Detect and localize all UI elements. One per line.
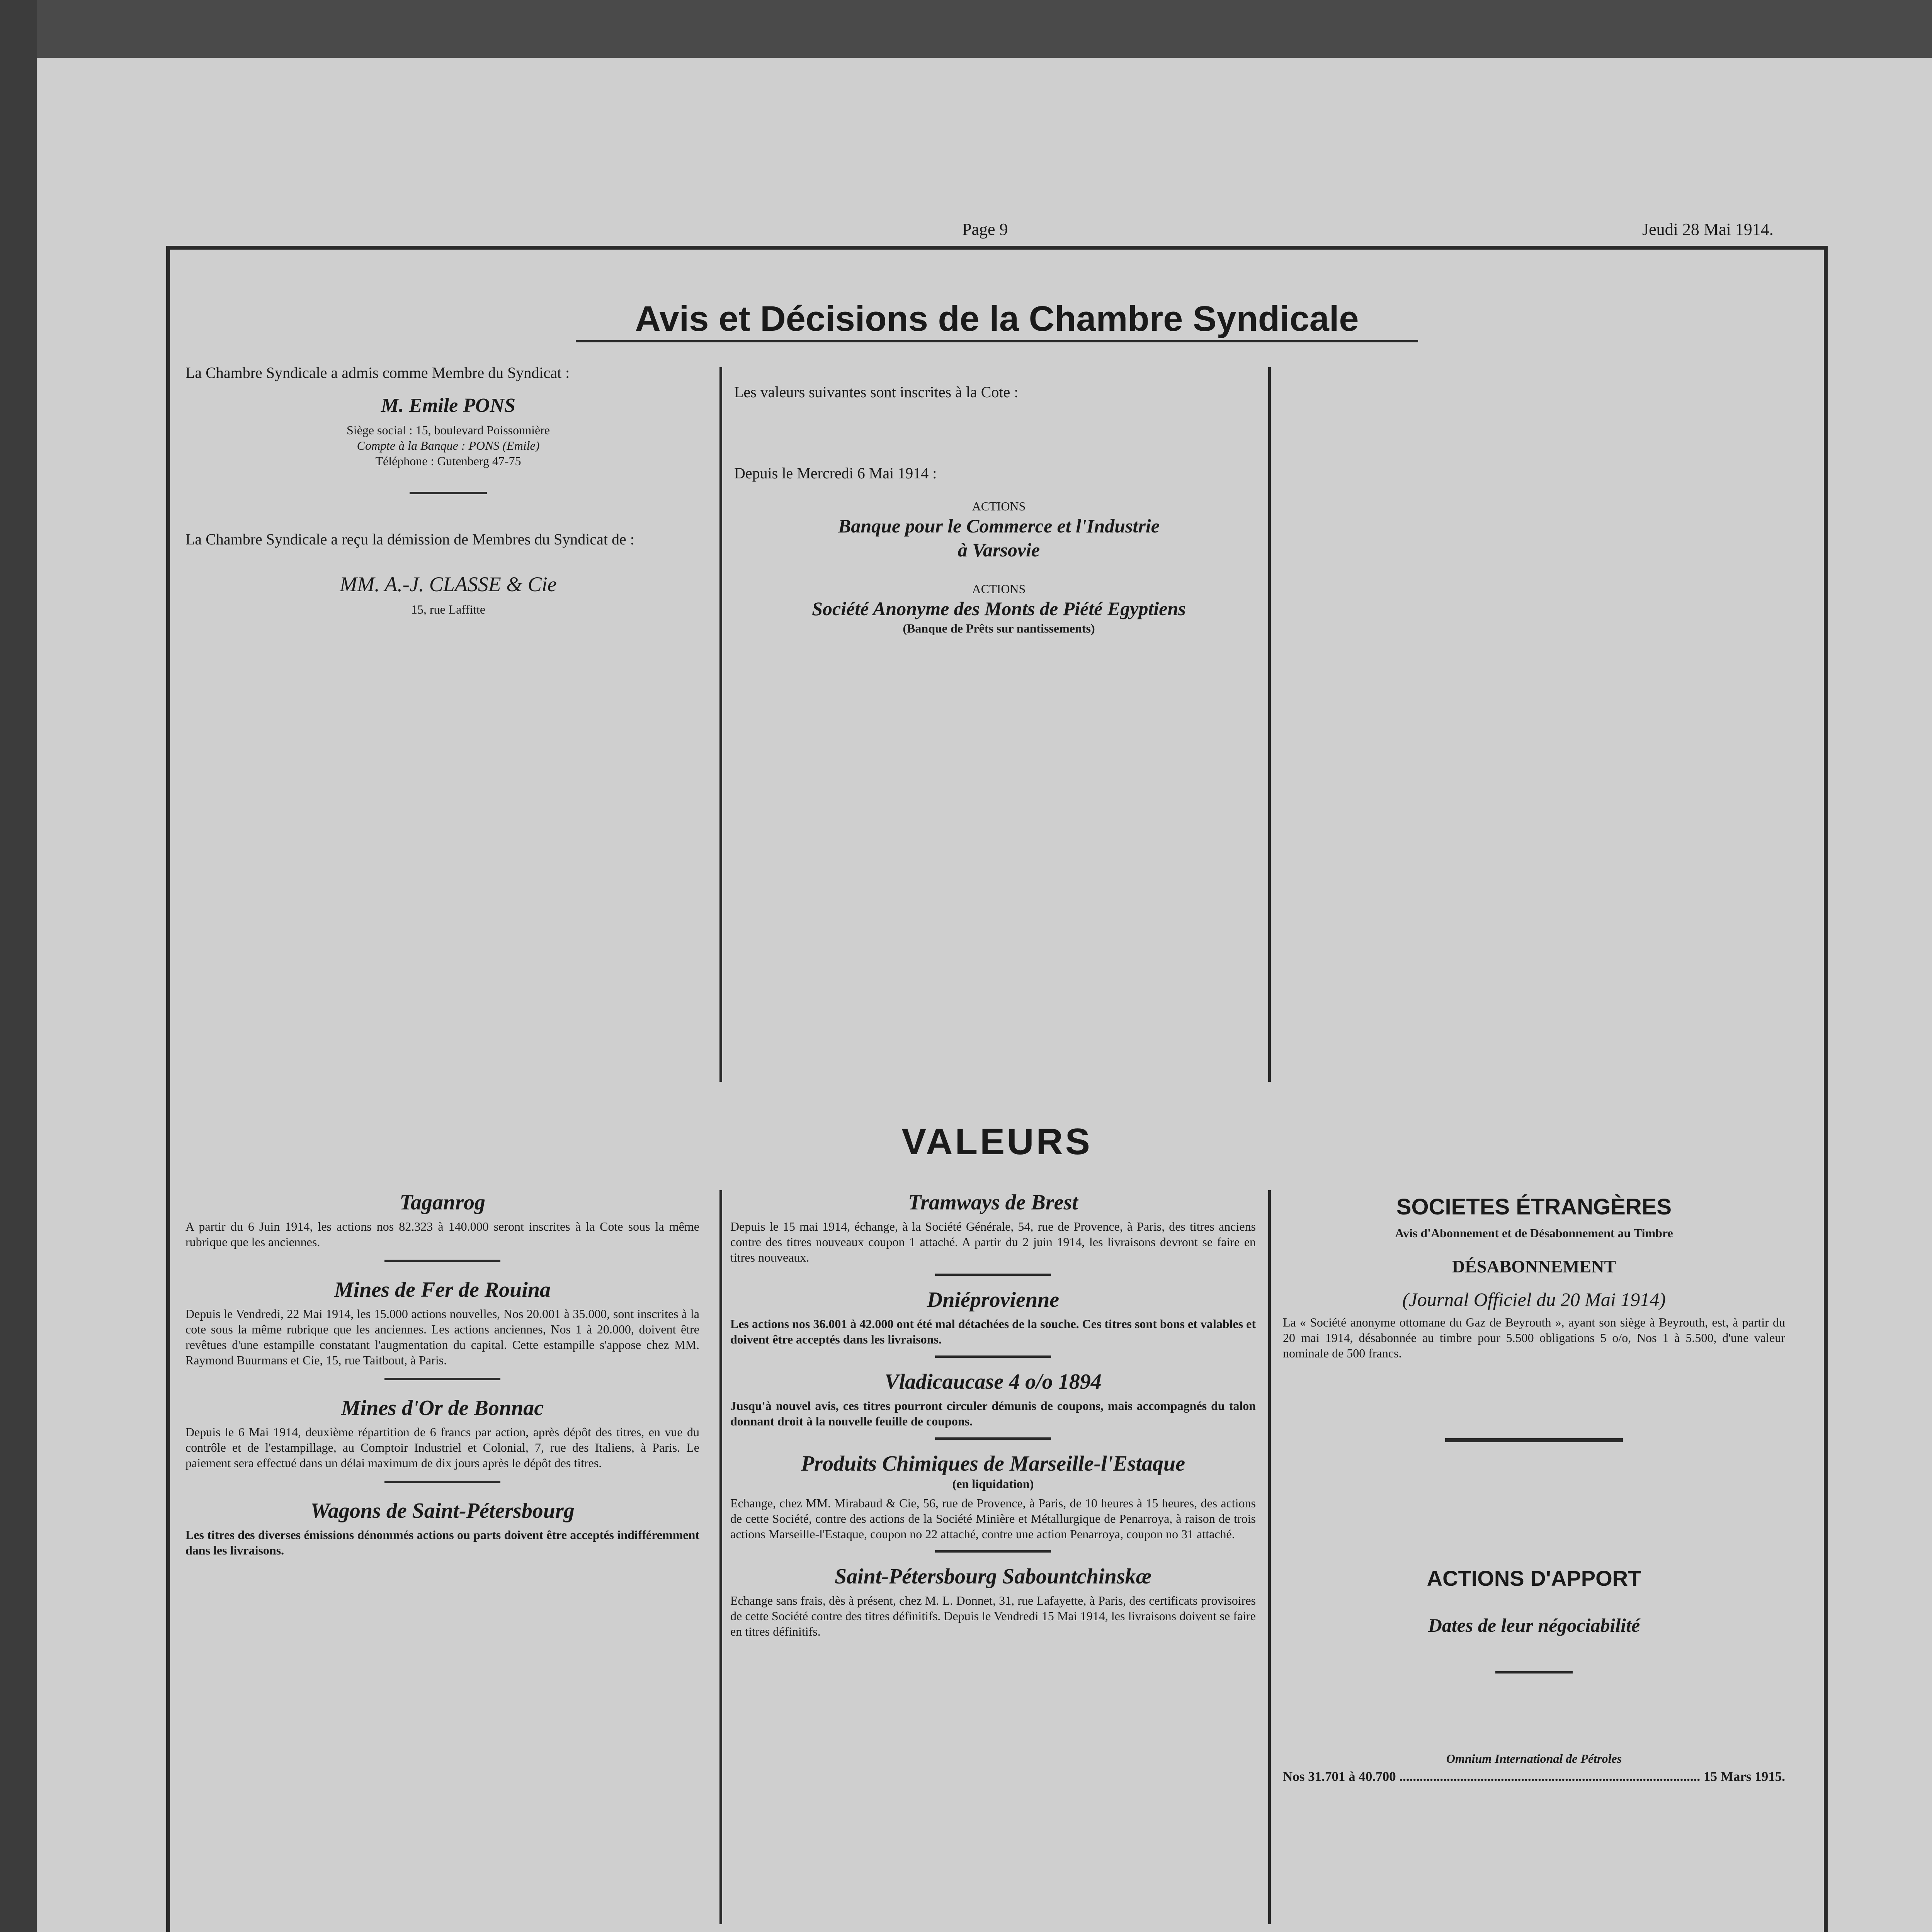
rouina-text: Depuis le Vendredi, 22 Mai 1914, les 15.000 actions nouvelles, Nos 20.001 à 35.000, sont inscrites à la cote sous la même rubrique que les anciennes. Les actions anciennes, Nos 1 à 20.000, doivent être revêtues d'une estampille constatant l'augmentation du capital. Cette estampille s'appose chez MM. Raymond Buurmans et Cie, 15, rue Taitbout, à Paris. xyxy=(185,1307,699,1367)
member-bank: Compte à la Banque : PONS (Emile) xyxy=(357,439,540,452)
bank1-city: à Varsovie xyxy=(957,539,1040,561)
cote-since: Depuis le Mercredi 6 Mai 1914 : xyxy=(734,464,937,482)
demission-text: La Chambre Syndicale a reçu la démission de Membres du Syndicat de : xyxy=(185,531,634,548)
valeurs-col2 xyxy=(730,1190,1256,1639)
valeurs-col1 xyxy=(185,1190,699,1558)
demission-address: 15, rue Laffitte xyxy=(411,602,486,616)
wagons-title: Wagons de Saint-Pétersbourg xyxy=(310,1499,575,1523)
separator xyxy=(384,1481,500,1483)
member-phone: Téléphone : Gutenberg 47-75 xyxy=(375,454,521,468)
avis-divider-1 xyxy=(719,367,722,1082)
separator xyxy=(384,1260,500,1262)
omnium-numbers: Nos 31.701 à 40.700 ..... xyxy=(1283,1769,1701,1785)
avis-title: Avis et Décisions de la Chambre Syndicale xyxy=(635,299,1359,338)
bank2-name: Société Anonyme des Monts de Piété Egyptiens xyxy=(812,598,1186,619)
omnium-name: Omnium International de Pétroles xyxy=(1446,1752,1622,1765)
marseille-title: Produits Chimiques de Marseille-l'Estaque xyxy=(801,1452,1185,1476)
valeurs-col3 xyxy=(1283,1194,1785,1785)
bank1-name: Banque pour le Commerce et l'Industrie xyxy=(838,515,1160,537)
actions-label-2: ACTIONS xyxy=(972,582,1026,596)
page-number: Page 9 xyxy=(962,220,1008,239)
taganrog-text: A partir du 6 Juin 1914, les actions nos 82.323 à 140.000 seront inscrites à la Cote sous la même rubrique que les anciennes. xyxy=(185,1219,699,1249)
bonnac-title: Mines d'Or de Bonnac xyxy=(341,1396,544,1420)
avis-left-column xyxy=(185,363,711,617)
rouina-title: Mines de Fer de Rouina xyxy=(334,1278,551,1302)
separator xyxy=(1495,1671,1573,1673)
member-name: M. Emile PONS xyxy=(381,395,516,417)
separator xyxy=(935,1550,1051,1553)
marseille-text: Echange, chez MM. Mirabaud & Cie, 56, rue de Provence, à Paris, de 10 heures à 15 heures, des actions de cette Société, contre des actions de la Société Minière et Métallurgique de Penarroya, à raison de trois actions Marseille-l'Estaque, coupon no 22 attaché, contre une action Penarroya, coupon no 31 attaché. xyxy=(730,1496,1256,1541)
dnieprovienne-text: Les actions nos 36.001 à 42.000 ont été mal détachées de la souche. Ces titres sont bons et valables et doivent être acceptés dans les livraisons. xyxy=(730,1317,1256,1346)
frame-top xyxy=(166,246,1828,250)
brest-title: Tramways de Brest xyxy=(908,1190,1078,1214)
bank2-subtitle: (Banque de Prêts sur nantissements) xyxy=(903,621,1095,635)
separator xyxy=(935,1274,1051,1276)
vladicaucase-text: Jusqu'à nouvel avis, ces titres pourront circuler démunis de coupons, mais accompagnés du talon donnant droit à la nouvelle feuille de coupons. xyxy=(730,1399,1256,1428)
desabonnement-label: DÉSABONNEMENT xyxy=(1452,1257,1616,1276)
omnium-row xyxy=(1283,1769,1785,1785)
separator xyxy=(935,1437,1051,1440)
frame-left xyxy=(166,246,170,1932)
vladicaucase-title: Vladicaucase 4 o/o 1894 xyxy=(884,1370,1102,1394)
brest-text: Depuis le 15 mai 1914, échange, à la Société Générale, 54, rue de Provence, à Paris, des titres anciens contre des titres nouveaux coupon 1 attaché. A partir du 2 juin 1914, les livraisons devront se faire en titres nouveaux. xyxy=(730,1219,1256,1264)
sabountchinskae-text: Echange sans frais, dès à présent, chez M. L. Donnet, 31, rue Lafayette, à Paris, des certificats provisoires de cette Société contre des titres définitifs. Depuis le Vendredi 15 Mai 1914, les livraisons doivent se faire en titres définitifs. xyxy=(730,1594,1256,1638)
avis-title-underline xyxy=(576,340,1418,342)
valeurs-title: VALEURS xyxy=(901,1121,1092,1162)
wagons-text: Les titres des diverses émissions dénommés actions ou parts doivent être acceptés indifféremment dans les livraisons. xyxy=(185,1528,699,1557)
apport-subtitle: Dates de leur négociabilité xyxy=(1428,1614,1640,1636)
avis-middle-column xyxy=(734,383,1264,636)
journal-officiel: (Journal Officiel du 20 Mai 1914) xyxy=(1402,1289,1666,1310)
frame-right xyxy=(1824,246,1828,1932)
issue-date: Jeudi 28 Mai 1914. xyxy=(1642,220,1774,239)
separator xyxy=(410,492,487,495)
actions-label-1: ACTIONS xyxy=(972,499,1026,513)
valeurs-divider-1 xyxy=(719,1190,722,1924)
demission-name: MM. A.-J. CLASSE & Cie xyxy=(340,573,557,596)
separator xyxy=(935,1355,1051,1358)
valeurs-divider-2 xyxy=(1268,1190,1271,1924)
adjacent-page-edge xyxy=(0,0,37,1932)
marseille-subtitle: (en liquidation) xyxy=(952,1477,1034,1491)
bonnac-text: Depuis le 6 Mai 1914, deuxième répartition de 6 francs par action, après dépôt des titres, en vue du contrôle et de l'estampillage, au Comptoir Industriel et Colonial, 7, rue des Italiens, à Paris. Le paiement sera effectué dans un délai maximum de dix jours après le dépôt des titres. xyxy=(185,1425,699,1470)
societes-subtitle: Avis d'Abonnement et de Désabonnement au Timbre xyxy=(1395,1226,1673,1240)
separator-thick xyxy=(1445,1438,1623,1442)
apport-title: ACTIONS D'APPORT xyxy=(1427,1566,1641,1590)
avis-divider-2 xyxy=(1268,367,1271,1082)
taganrog-title: Taganrog xyxy=(399,1190,485,1214)
admis-text: La Chambre Syndicale a admis comme Membre du Syndicat : xyxy=(185,364,570,381)
cote-intro: Les valeurs suivantes sont inscrites à la Cote : xyxy=(734,383,1019,401)
beyrouth-text: La « Société anonyme ottomane du Gaz de Beyrouth », ayant son siège à Beyrouth, est, à partir du 20 mai 1914, désabonnée au timbre pour 5.500 obligations 5 o/o, Nos 1 à 5.500, d'une valeur nominale de 500 francs. xyxy=(1283,1315,1785,1360)
sabountchinskae-title: Saint-Pétersbourg Sabountchinskæ xyxy=(835,1565,1151,1588)
dnieprovienne-title: Dniéprovienne xyxy=(927,1288,1060,1312)
societes-title: SOCIETES ÉTRANGÈRES xyxy=(1396,1194,1672,1219)
omnium-date: 15 Mars 1915. xyxy=(1704,1769,1785,1784)
separator xyxy=(384,1378,500,1380)
member-address: Siège social : 15, boulevard Poissonnière xyxy=(346,423,550,437)
